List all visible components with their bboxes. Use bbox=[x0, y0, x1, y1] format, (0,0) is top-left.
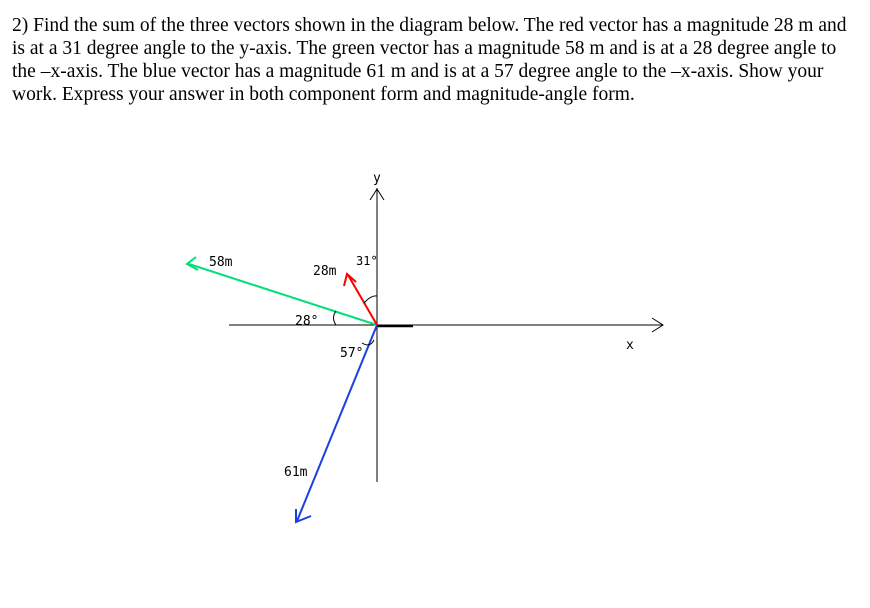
blue-magnitude-label: 61m bbox=[284, 465, 308, 480]
blue-vector bbox=[297, 325, 377, 521]
y-axis-label: y bbox=[373, 171, 381, 186]
green-angle-label: 28° bbox=[295, 314, 319, 329]
problem-statement: 2) Find the sum of the three vectors shown in the diagram below. The red vector has a magnitude 28 m and is at a 31 degree angle to the y-axis. The green vector has a magnitude 58 m and is at a 28 degree angle to the –x-axis. The blue vector has a magnitude 61 m and is at a 57 degree angle to the –x-axis. Show your work. Express your answer in both component form and magnitude-angle form. bbox=[12, 15, 847, 105]
blue-angle-label: 57° bbox=[340, 346, 364, 361]
angle-arc-31 bbox=[364, 296, 377, 303]
x-axis-label: x bbox=[626, 338, 634, 353]
green-vector bbox=[189, 264, 377, 325]
green-vector-arrowhead bbox=[187, 257, 198, 270]
angle-arc-57 bbox=[362, 340, 374, 345]
red-angle-label: 31° bbox=[356, 254, 378, 268]
angle-arc-28 bbox=[334, 311, 337, 325]
green-magnitude-label: 58m bbox=[209, 255, 233, 270]
red-magnitude-label: 28m bbox=[313, 264, 337, 279]
